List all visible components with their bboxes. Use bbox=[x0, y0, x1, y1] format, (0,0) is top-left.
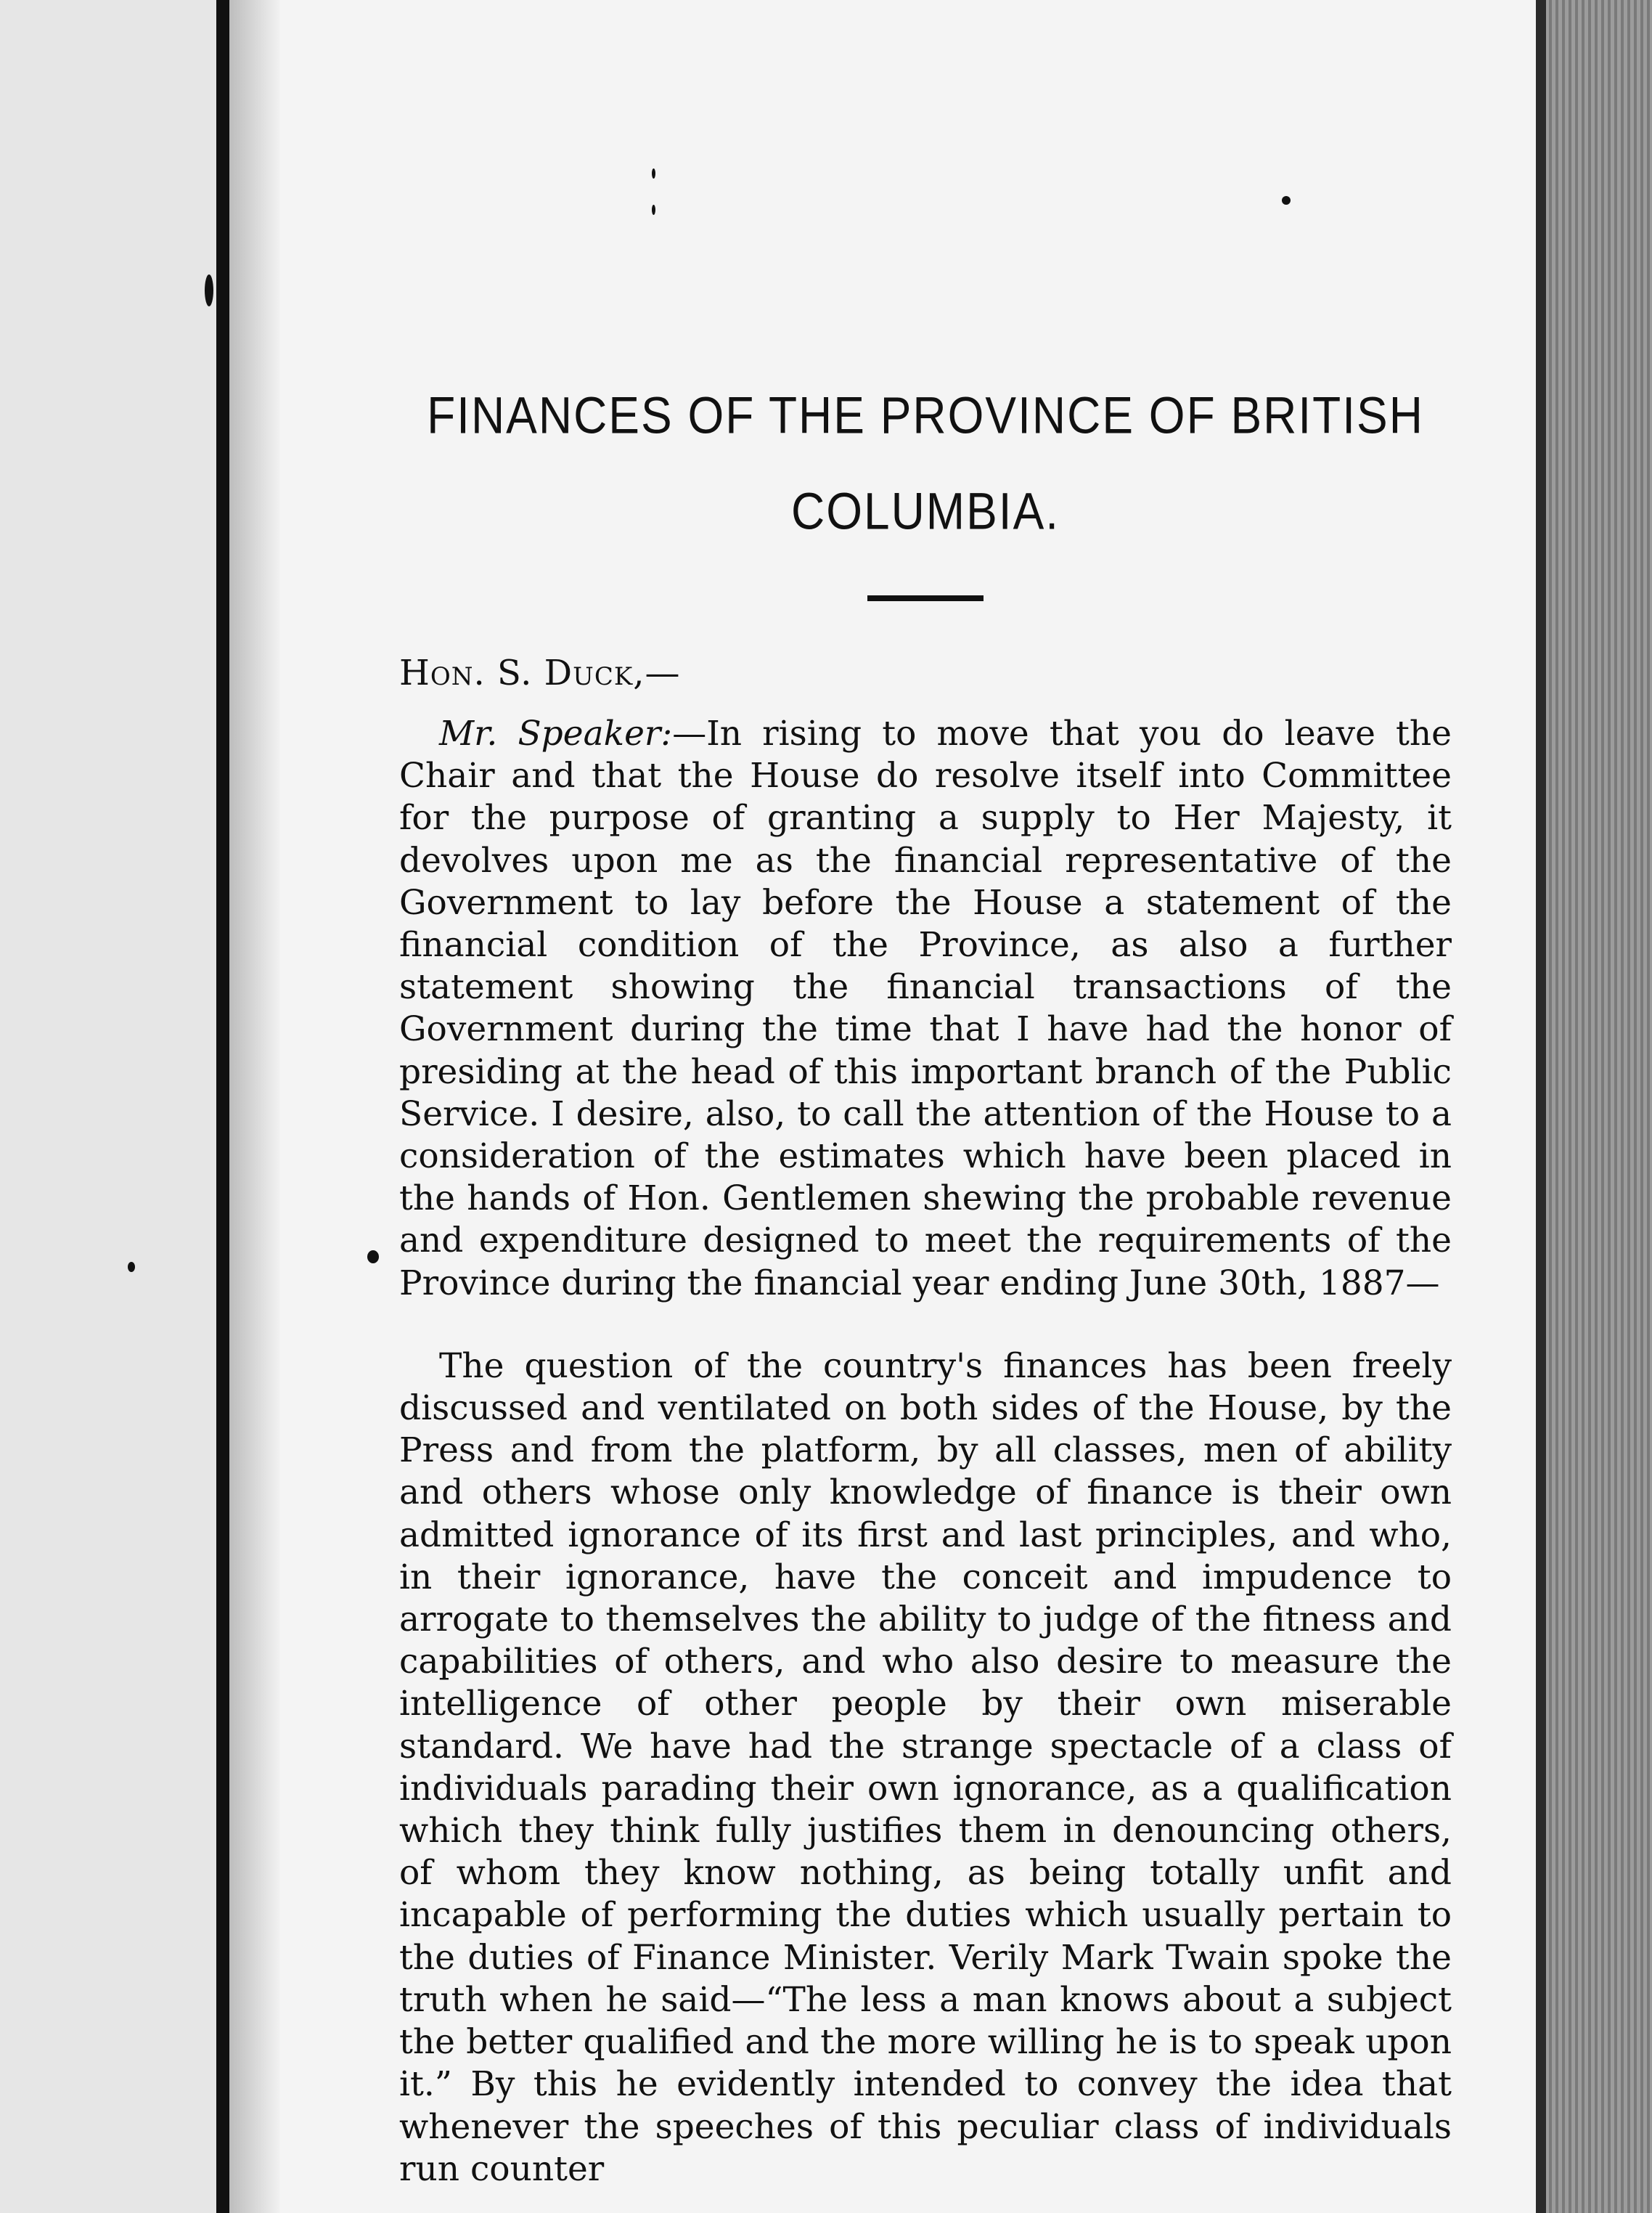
scan-speck bbox=[652, 168, 655, 179]
paragraph-1 bbox=[399, 713, 1452, 1305]
scan-speck bbox=[128, 1262, 135, 1272]
title-rule bbox=[867, 595, 984, 601]
paragraph-gap bbox=[399, 1305, 1452, 1345]
scan-speck bbox=[652, 205, 655, 215]
scan-speck bbox=[1282, 196, 1291, 205]
salutation: Hon. S. Duck,— bbox=[399, 653, 681, 693]
paragraph-1-text: —In rising to move that you do leave the Chair and that the House do resolve itself into Committee for the purpose of granting a supply to Her Majesty, it devolves upon me as the financial representative of the Government to lay before the House a statement of the financial condition of the Province, as also a further statement showing the financial transactions of the Government during the time that I have had the honor of presiding at the head of this important branch of the Public Service. I desire, also, to call the attention of the House to a consideration of the estimates which have been placed in the hands of Hon. Gentlemen shewing the probable revenue and expenditure designed to meet the requirements of the Province during the financial year ending June 30th, 1887— bbox=[399, 714, 1452, 1303]
title-line-2: COLUMBIA. bbox=[790, 481, 1060, 541]
paragraph-2: The question of the country's finances has been freely discussed and ventilated on both sides of the House, by the Press and from the platform, by all classes, men of ability and others whose only knowledge of finance is their own admitted ignorance of its first and last principles, and who, in their ignorance, have the conceit and impudence to arrogate to themselves the ability to judge of the fitness and capabilities of others, and who also desire to measure the intelligence of other people by their own miserable standard. We have had the strange spectacle of a class of individuals parading their own ignorance, as a qualification which they think fully justifies them in denouncing others, of whom they know nothing, as being totally unfit and incapable of performing the duties which usually pertain to the duties of Finance Minister. Verily Mark Twain spoke the truth when he said—“The less a man knows about a subject the better qualified and the more willing he is to speak upon it.” By this he evidently intended to convey the idea that whenever the speeches of this peculiar class of individuals run counter bbox=[399, 1345, 1452, 2189]
scan-speck bbox=[367, 1250, 379, 1263]
page-edge-shadow bbox=[1536, 0, 1546, 2213]
speaker-address: Mr. Speaker: bbox=[439, 714, 673, 754]
scan-speck bbox=[205, 274, 213, 306]
document-title bbox=[399, 367, 1452, 559]
page-content bbox=[399, 378, 1452, 2190]
page-stack-edge bbox=[1536, 0, 1652, 2213]
title-line-1: FINANCES OF THE PROVINCE OF BRITISH bbox=[427, 386, 1424, 445]
gutter-shadow bbox=[229, 0, 280, 2213]
left-facing-page bbox=[0, 0, 218, 2213]
book-gutter bbox=[216, 0, 229, 2213]
